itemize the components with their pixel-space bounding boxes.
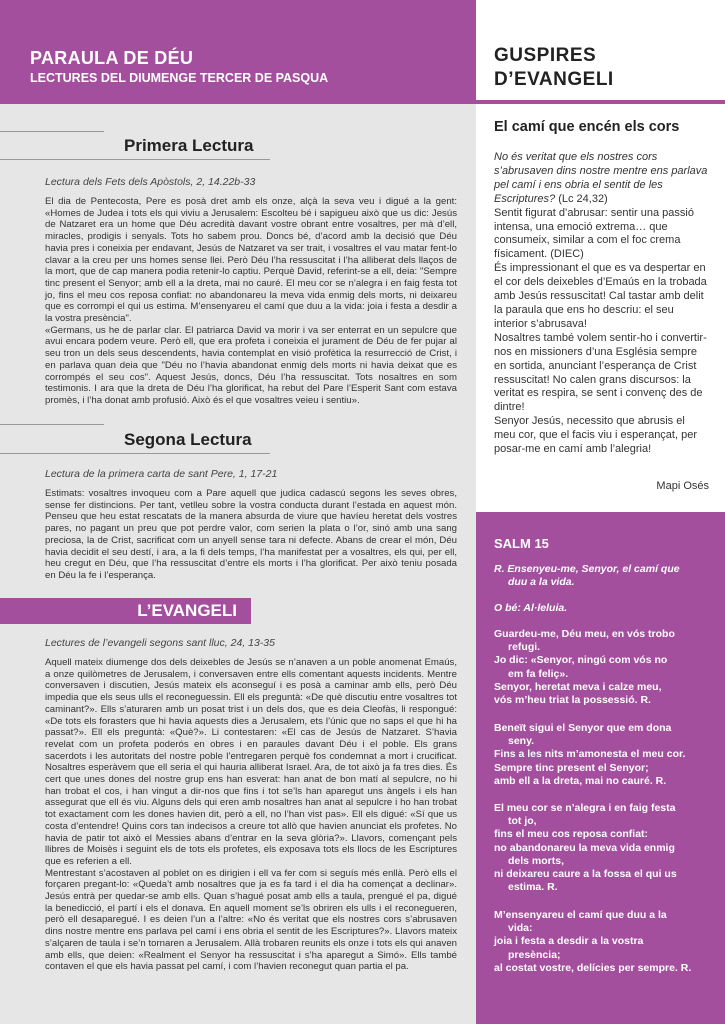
reflection-header-title — [494, 44, 614, 92]
first-reading-title: Primera Lectura — [124, 136, 254, 155]
page-subtitle: LECTURES DEL DIUMENGE TERCER DE PASQUA — [30, 71, 329, 85]
psalm-line: al costat vostre, delícies per sempre. R. — [494, 961, 692, 974]
reflection-header — [476, 0, 725, 104]
psalm-line: joia i festa a desdir a la vostra — [494, 935, 644, 948]
header-line: GUSPIRES — [494, 45, 597, 66]
paragraph: «Germans, us he de parlar clar. El patriarca David va morir i va ser enterrat en un sepulcre que avui encara podem veure. Però ell, que era profeta i coneixia el jurament de Déu de fer pujar al seu tron un dels seus descendents, havia contemplat en visió profètica la resurrecció de Crist, i en parlava quan deia que "Déu no l’havia abandonat enmig dels morts ni havia deixat que es corrompés el seu cos". Aquest Jesús, doncs, Déu l’ha ressuscitat. Tots nosaltres en som testimonis. I ara que la dreta de Déu l’ha glorificat, ha rebut del Pare l’Esperit Sant com estava promès, i l’ha donat amb profusió. Això és el que vosaltres veieu i sentiu». — [45, 324, 457, 406]
gospel-title: L’EVANGELI — [137, 601, 237, 620]
psalm-line: Jo dic: «Senyor, ningú com vós no — [494, 654, 668, 667]
reflection-text — [494, 151, 709, 457]
first-reading-source: Lectura dels Fets dels Apòstols, 2, 14.22b-33 — [45, 176, 256, 188]
psalm-line: seny. — [508, 735, 535, 748]
psalm-line: vós m’heu triat la possessió. R. — [494, 694, 651, 707]
psalm-response — [494, 563, 680, 589]
reflection-quote — [494, 151, 709, 207]
section-divider — [0, 453, 270, 454]
paragraph: El dia de Pentecosta, Pere es posà dret amb els onze, alçà la seva veu i digué a la gent: «Homes de Judea i tots els qui viviu a Jerusalem: Escolteu bé i sapigueu això que us dic: Jesús de Natzaret era un home que Déu acredità davant vostre obrant entre vosaltres, per mà d’ell, miracles, prodigis i senyals. Tots ho sabem prou. Doncs bé, d’acord amb la decisió que Déu havia pres i coneixia per endavant, Jesús de Natzaret va ser trait, i vosaltres el vau matar fent-lo clavar a la creu per uns homes sense llei. Però Déu l’ha ressuscitat i l’ha alliberat dels llaços de la mort, que de cap manera podia retenir-lo captiu. Perquè David, referint-se a ell, deia: "Sempre tinc present el Senyor; amb ell a la dreta, mai no cauré. El meu cor se n’alegra i en faig festa tot jo, fins el meu cos reposa confiat: no abandonareu la meva vida enmig dels morts, ni deixareu que es corrompi el qui us estima. M’ensenyareu el camí que duu a la vida: joia i festa a desdir a la vostra presència". — [45, 196, 457, 325]
psalm-title: SALM 15 — [494, 536, 549, 551]
psalm-stanza — [494, 802, 714, 894]
paragraph: Sentit figurat d’abrusar: sentir una passió intensa, una emoció extrema… que consumeix, similar a com el foc crema físicament. (DIEC) — [494, 206, 694, 261]
section-divider — [0, 131, 104, 132]
psalm-line: refugi. — [508, 641, 541, 654]
response-line: R. Ensenyeu-me, Senyor, el camí que — [494, 563, 680, 575]
gospel-source: Lectures de l’evangeli segons sant lluc, 24, 13-35 — [45, 637, 275, 649]
section-divider — [0, 424, 104, 425]
paragraph: Nosaltres també volem sentir-ho i convertir-nos en missioners d’una Església sempre en sortida, anunciant l’esperança de Crist ressuscitat! No calen grans discursos: la veritat es respira, se sent i convenç des de dintre! — [494, 331, 707, 414]
psalm-line: tot jo, — [508, 815, 537, 828]
header-line: D’EVANGELI — [494, 69, 614, 90]
paragraph: Senyor Jesús, necessito que abrusis el meu cor, que el facis viu i esperançat, per posar-me en camí amb l’alegria! — [494, 415, 697, 456]
gospel-title-box — [0, 598, 251, 624]
psalm-line: Beneït sigui el Senyor que em dona — [494, 722, 672, 734]
psalm-line: M’ensenyareu el camí que duu a la — [494, 909, 667, 921]
psalm-line: no abandonareu la meva vida enmig — [494, 841, 675, 854]
psalm-box — [476, 512, 725, 1024]
psalm-line: Sempre tinc present el Senyor; — [494, 761, 649, 774]
first-reading-text — [45, 196, 457, 407]
second-reading-source: Lectura de la primera carta de sant Pere, 1, 17-21 — [45, 468, 278, 480]
reflection-column — [476, 0, 725, 1024]
psalm-line: presència; — [508, 948, 561, 961]
paragraph: Aquell mateix diumenge dos dels deixebles de Jesús se n’anaven a un poble anomenat Emaús, a onze quilòmetres de Jerusalem, i conversaven entre ells comentant aquests incidents. Mentre conversaven i discutien, Jesús mateix els aconseguí i es posà a caminar amb ells, però Déu impedia que els seus ulls el reconeguessin. Ell els preguntà: «De què discutiu entre vosaltres tot caminant?». Ells s’aturaren amb un posat trist i un dels dos, que es deia Cleofàs, li respongué: «De tots els forasters que hi havia aquests dies a Jerusalem, ets l’únic que no saps el que hi ha passat?». Ell els preguntà: «Què?». Li contestaren: «El cas de Jesús de Natzaret. S’havia revelat com un profeta poderós en obres i en paraules davant Déu i el poble. Els grans sacerdots i les autoritats del nostre poble l’entregaren perquè fos condemnat a mort i crucificat. Nosaltres esperàvem que ell seria el qui hauria alliberat Israel. Ara, de tot això ja fa tres dies. És cert que unes dones del nostre grup ens han esverat: han anat de bon matí al sepulcre, no hi han trobat el cos, i han vingut a dir-nos que fins i tot se’ls han aparegut uns àngels i els han assegurat que ell és viu. Alguns dels qui eren amb nosaltres han anat al sepulcre i ho han trobat tot exactament com les dones havien dit, però a ell, no l’han vist pas». Ell els digué: «Sí que us costa d’entendre! Quins cors tan indecisos a creure tot allò que havien anunciat els profetes. No havia de patir tot això el Messies abans d’entrar en la seva glòria?». Llavors, començant pels llibres de Moisès i seguint els de tots els profetes, els exposava tots els llocs de les Escriptures que es referien a ell. — [45, 657, 457, 867]
gospel-text — [45, 657, 457, 973]
psalm-line: em fa feliç». — [508, 667, 569, 680]
psalm-line: fins el meu cos reposa confiat: — [494, 828, 649, 841]
paragraph: Estimats: vosaltres invoqueu com a Pare aquell que judica cadascú segons les seves obres, sense fer distincions. Per tant, vetlleu sobre la vostra conducta durant l’estada en aquest món. Penseu que heu estat rescatats de la manera absurda de viure que havíeu heretat dels vostres pares, no pagant un preu que pot perdre valor, com serien la plata o l’or, sinó amb una sang preciosa, la de Crist, sacrificat com un anyell sense tara ni defecte. Abans de crear el món, Déu havia decidit el seu destí, i ara, a la fi dels temps, l’ha manifestat per a vosaltres, els qui, per ell, heu cregut en Déu, que l’ha ressuscitat d’entre els morts i l’ha glorificat. Per això teniu posada en Déu la fe i l’esperança. — [45, 488, 457, 581]
psalm-line: vida: — [508, 922, 533, 935]
paragraph: És impressionant el que es va despertar en el cor dels deixebles d’Emaús en la trobada amb Jesús ressuscitat! Cal tastar amb delit la paraula que ens ho descriu: el seu interior s’abrusava! — [494, 262, 707, 330]
section-divider — [0, 159, 270, 160]
psalm-line: dels morts, — [508, 854, 565, 867]
quote-reference: (Lc 24,32) — [555, 192, 608, 205]
psalm-stanza — [494, 628, 714, 707]
psalm-line: amb ell a la dreta, mai no cauré. R. — [494, 774, 667, 787]
psalm-line: El meu cor se n’alegra i en faig festa — [494, 802, 676, 814]
second-reading-text — [45, 488, 457, 582]
psalm-line: Senyor, heretat meva i calze meu, — [494, 680, 662, 693]
header-accent-bar — [476, 100, 725, 104]
page-title: PARAULA DE DÉU — [30, 48, 194, 68]
response-line: duu a la vida. — [508, 576, 575, 589]
paragraph: Mentrestant s’acostaven al poblet on es dirigien i ell va fer com si seguís més enllà. Però ells el forçaren pregant-lo: «Queda’t amb nosaltres que ja es fa tard i el dia ha començat a declinar». Jesús entrà per quedar-se amb ells. Quan s’hagué posat amb ells a taula, prengué el pa, digué la benedicció, el partí i els el donava. En aquell moment se’ls obriren els ulls i el reconegueren, però ell desaparegué. I es deien l’un a l’altre: «No és veritat que els nostres cors s’abrusaven dins nostre mentre ens parlava pel camí i ens obria el sentit de les Escriptures?». Llavors mateix s’alçaren de taula i se’n tornaren a Jerusalem. Allà trobaren reunits els onze i tots els qui anaven amb ells, que deien: «Realment el Senyor ha ressuscitat i s’ha aparegut a Simó». Ells també contaven el que els havia passat pel camí, i com l’havien reconegut quan partia el pa. — [45, 867, 457, 973]
psalm-line: ni deixareu caure a la fossa el qui us — [494, 868, 677, 881]
psalm-alternative: O bé: Al·leluia. — [494, 602, 568, 614]
psalm-stanza — [494, 909, 714, 975]
reflection-title: El camí que encén els cors — [494, 119, 680, 135]
second-reading-title: Segona Lectura — [124, 430, 252, 449]
reflection-author: Mapi Osés — [656, 480, 709, 492]
psalm-line: Guardeu-me, Déu meu, en vós trobo — [494, 628, 675, 640]
quote-text: No és veritat que els nostres cors s’abrusaven dins nostre mentre ens parlava pel camí i ens obria el sentit de les Escriptures? — [494, 151, 708, 205]
psalm-stanza — [494, 722, 714, 788]
psalm-line: Fins a les nits m’amonesta el meu cor. — [494, 748, 686, 761]
readings-header — [0, 0, 476, 104]
psalm-line: estima. R. — [508, 881, 558, 894]
